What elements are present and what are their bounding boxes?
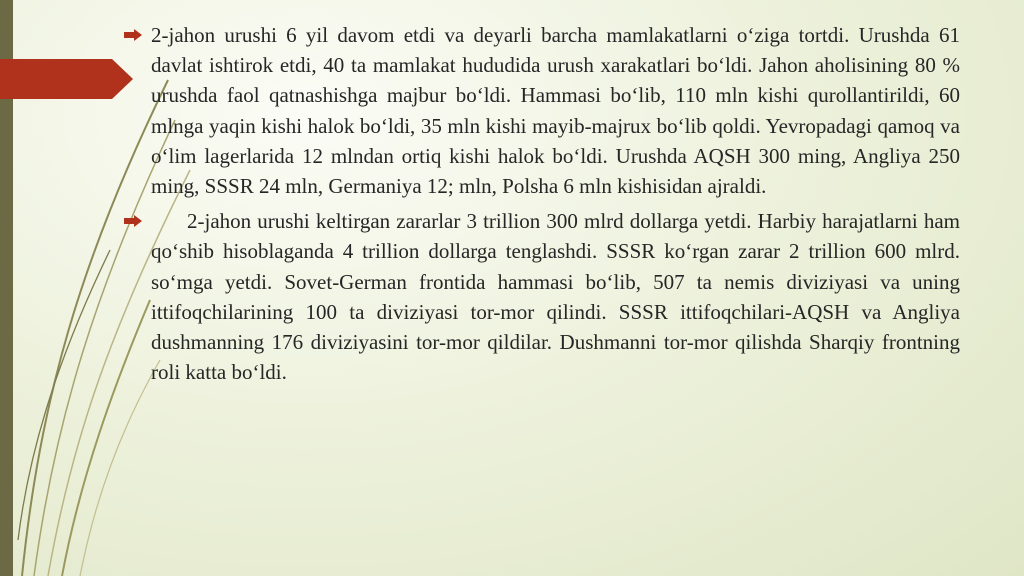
bullet-arrow-icon <box>124 29 142 41</box>
bullet-item <box>124 20 960 201</box>
bullet-text: 2-jahon urushi 6 yil davom etdi va deyarli barcha mamlakatlarni o‘ziga tortdi. Urushda 61 davlat ishtirok etdi, 40 ta mamlakat hududida urush xarakatlari bo‘ldi. Jahon aholisining 80 % urushda faol qatnashishga majbur bo‘ldi. Hammasi bo‘lib, 110 mln kishi qurollantirildi, 60 mlnga yaqin kishi halok bo‘ldi, 35 mln kishi mayib-majrux bo‘lib qoldi. Yevropadagi qamoq va o‘lim lagerlarida 12 mlndan ortiq kishi halok bo‘ldi. Urushda AQSH 300 ming, Angliya 250 ming, SSSR 24 mln, Germaniya 12; mln, Polsha 6 mln kishisidan ajraldi. <box>151 23 960 199</box>
red-accent-tab <box>0 59 133 99</box>
bullet-arrow-icon <box>124 215 142 227</box>
bullet-item <box>124 206 960 387</box>
bullet-text: 2-jahon urushi keltirgan zararlar 3 trillion 300 mlrd dollarga yetdi. Harbiy harajatlarni ham qo‘shib hisoblaganda 4 trillion dollarga tenglashdi. SSSR ko‘rgan zarar 2 trillion 600 mlrd. so‘mga yetdi. Sovet-German frontida hammasi bo‘lib, 507 ta nemis diviziyasi va uning ittifoqchilarining 100 ta diviziyasi tor-mor qilindi. SSSR ittifoqchilari-AQSH va Angliya dushmanning 176 diviziyasini tor-mor qildilar. Dushmanni tor-mor qilishda Sharqiy frontning roli katta bo‘ldi. <box>151 209 960 385</box>
slide-content <box>124 20 960 387</box>
